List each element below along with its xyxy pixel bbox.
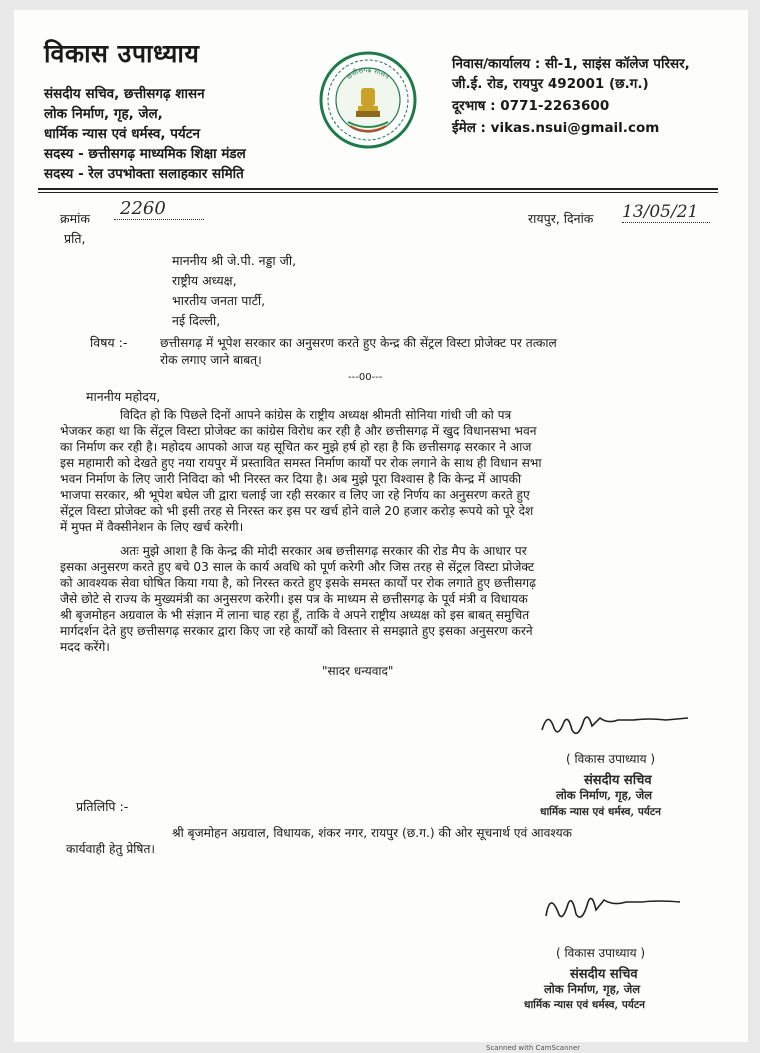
email-line: ईमेल : vikas.nsui@gmail.com [452, 120, 660, 136]
paragraph-line: श्री बृजमोहन अग्रवाल के भी संज्ञान में लाना चाह रहा हूँ, ताकि वे अपने राष्ट्रीय अध्यक्ष को इस बाबत् समुचित [60, 608, 530, 622]
paragraph-line: मार्गदर्शन देते हुए छत्तीसगढ़ सरकार द्वारा किए जा रहे कार्यों को विस्तार से समझाते हुए इसका अनुसरण करने [60, 624, 533, 638]
subject-label: विषय :- [90, 335, 128, 350]
chhattisgarh-emblem-icon [318, 50, 418, 150]
paragraph-line: भवन निर्माण के लिए जारी निविदा को भी निरस्त कर दिया है। अब मुझे पूरा विश्वास है कि केन्द्र में आपकी [60, 472, 522, 486]
paragraph-line: अतः मुझे आशा है कि केन्द्र की मोदी सरकार अब छत्तीसगढ़ सरकार की रोड मैप के आधार पर [120, 544, 527, 558]
emblem-text: छत्तीसगढ़ शासन [345, 65, 391, 81]
stamp-2-line-3: धार्मिक न्यास एवं धर्मस्व, पर्यटन [524, 999, 645, 1011]
paragraph-line: को आवश्यक सेवा घोषित किया गया है, को निरस्त करते हुए इसके समस्त कार्यों पर रोक लगाते हुए छत्तीसगढ़ [60, 576, 537, 590]
salutation: माननीय महोदय, [86, 389, 161, 404]
sender-title-5: सदस्य - रेल उपभोक्ता सलाहकार समिति [44, 166, 244, 182]
subject-line-1: छत्तीसगढ़ में भूपेश सरकार का अनुसरण करते हुए केन्द्र की सेंट्रल विस्टा प्रोजेक्ट पर तत्काल [160, 336, 557, 350]
subject-line-2: रोक लगाए जाने बाबत्। [160, 353, 262, 367]
stamp-2-line-2: लोक निर्माण, गृह, जेल [544, 982, 641, 996]
signature-2-scribble [562, 890, 595, 903]
phone-line: दूरभाष : 0771-2263600 [452, 98, 610, 114]
sender-title-3: धार्मिक न्यास एवं धर्मस्व, पर्यटन [44, 126, 200, 142]
addressee-line-1: माननीय श्री जे.पी. नड्डा जी, [172, 253, 297, 268]
address-line-1: निवास/कार्यालय : सी-1, साइंस कॉलेज परिसर, [452, 56, 690, 72]
stamp-1-line-2: लोक निर्माण, गृह, जेल [556, 788, 653, 802]
place-date-label: रायपुर, दिनांक [528, 211, 594, 226]
header-rule [38, 188, 718, 190]
paragraph-line: जैसे छोटे से राज्य के मुख्यमंत्री का अनुसरण करेगी। इस पत्र के माध्यम से छत्तीसगढ़ के पूर्व मंत्री व विधायक [60, 592, 528, 606]
subject-separator: ---00--- [348, 372, 383, 383]
address-line-2: जी.ई. रोड, रायपुर 492001 (छ.ग.) [452, 76, 649, 92]
date-value: 13/05/21 [622, 202, 710, 223]
stamp-2-line-1: संसदीय सचिव [570, 967, 638, 982]
kramank-label: क्रमांक [60, 211, 90, 226]
copy-label: प्रतिलिपि :- [76, 799, 129, 814]
sender-title-4: सदस्य - छत्तीसगढ़ माध्यमिक शिक्षा मंडल [44, 146, 246, 162]
stamp-1-line-3: धार्मिक न्यास एवं धर्मस्व, पर्यटन [540, 806, 661, 818]
sender-name: विकास उपाध्याय [44, 39, 200, 68]
paragraph-line: इस महामारी को देखते हुए नया रायपुर में प्रस्तावित समस्त निर्माण कार्यों पर रोक लगाने के साथ ही विधान सभा [60, 456, 542, 470]
signature-2 [540, 880, 690, 936]
signer-name-2: ( विकास उपाध्याय ) [556, 946, 646, 960]
addressee-line-4: नई दिल्ली, [172, 313, 221, 328]
paragraph-line: भेजकर कहा था कि सेंट्रल विस्टा प्रोजेक्ट का कांग्रेस विरोध कर रही है और छत्तीसगढ़ में खुद विधानसभा भवन [60, 424, 537, 438]
sender-title-2: लोक निर्माण, गृह, जेल, [44, 106, 163, 122]
signer-name-1: ( विकास उपाध्याय ) [566, 752, 656, 766]
stamp-1-line-1: संसदीय सचिव [584, 773, 652, 788]
prati-label: प्रति, [64, 231, 86, 246]
copy-line-2: कार्यवाही हेतु प्रेषित। [66, 842, 156, 856]
paragraph-line: मदद करेंगे। [60, 640, 110, 654]
paragraph-line: में मुफ्त में वैक्सीनेशन के लिए खर्च करेगी। [60, 520, 244, 534]
addressee-line-3: भारतीय जनता पार्टी, [172, 293, 266, 308]
copy-line-1: श्री बृजमोहन अग्रवाल, विधायक, शंकर नगर, रायपुर (छ.ग.) की ओर सूचनार्थ एवं आवश्यक [172, 826, 573, 840]
sender-title-1: संसदीय सचिव, छत्तीसगढ़ शासन [44, 86, 205, 102]
signature-1-scribble [560, 708, 593, 721]
addressee-line-2: राष्ट्रीय अध्यक्ष, [172, 273, 237, 288]
paragraph-line: सेंट्रल विस्टा प्रोजेक्ट को भी इसी तरह से निरस्त कर इस पर खर्च होने वाले 20 हजार करोड़ रूपये को पूरे देश [60, 504, 534, 518]
paragraph-line: का निर्माण कर रही है। महोदय आपको आज यह सूचित कर मुझे हर्ष हो रहा है कि छत्तीसगढ़ सरकार ने आज [60, 440, 532, 454]
scanner-watermark: Scanned with CamScanner [486, 1044, 581, 1052]
header-rule-thin [38, 192, 718, 193]
closing: "सादर धन्यवाद" [322, 664, 394, 678]
paragraph-line: इसका अनुसरण करते हुए बचे 03 साल के कार्य अवधि को पूर्ण करेगी और जिस तरह से सेंट्रल विस्टा प्रोजेक्ट [60, 560, 535, 574]
kramank-value: 2260 [114, 198, 204, 220]
paragraph-line: विदित हो कि पिछले दिनों आपने कांग्रेस के राष्ट्रीय अध्यक्ष श्रीमती सोनिया गांधी जी को पत्र [120, 408, 512, 422]
paragraph-line: भाजपा सरकार, श्री भूपेश बघेल जी द्वारा चलाई जा रही सरकार व लिए जा रहे निर्णय का अनुसरण करते हुए [60, 488, 530, 502]
